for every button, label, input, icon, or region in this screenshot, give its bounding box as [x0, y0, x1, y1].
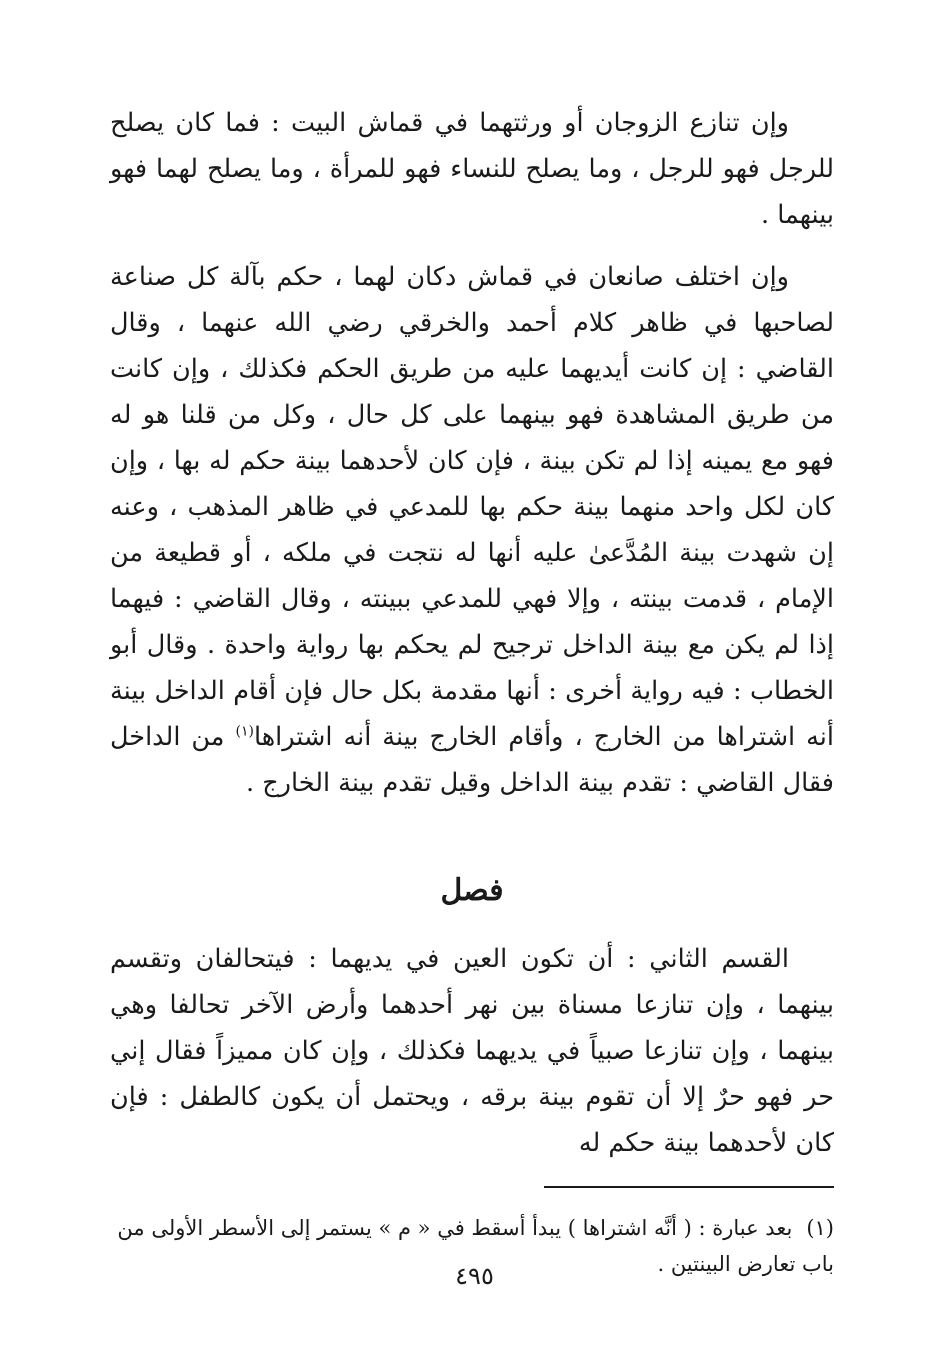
book-page [110, 100, 834, 1370]
paragraph-2-body: وإن اختلف صانعان في قماش دكان لهما ، حكم بآلة كل صناعة لصاحبها في ظاهر كلام أحمد والخرقي رضي الله عنهما ، وقال القاضي : إن كانت أيديهما عليه من طريق الحكم فكذلك ، وإن كانت من طريق المشاهدة فهو بينهما على كل حال ، وكل من قلنا هو له فهو مع يمينه إذا لم تكن بينة ، فإن كان لأحدهما بينة حكم له بها ، وإن كان لكل واحد منهما بينة حكم بها للمدعي في ظاهر المذهب ، وعنه إن شهدت بينة المُدَّعىٰ عليه أنها له نتجت في ملكه ، أو قطيعة من الإمام ، قدمت بينته ، وإلا فهي للمدعي ببينته ، وقال القاضي : فيهما إذا لم يكن مع بينة الداخل ترجيح لم يحكم بها رواية واحدة . وقال أبو الخطاب : فيه رواية أخرى : أنها مقدمة بكل حال فإن أقام الداخل بينة أنه اشتراها من الخارج ، وأقام الخارج بينة أنه اشتراها [110, 262, 834, 752]
page-number: ٤٩٥ [455, 1262, 494, 1290]
footnote-reference: (١) [235, 723, 254, 740]
footnote-number: (١) [806, 1216, 834, 1240]
paragraph-1: وإن تنازع الزوجان أو ورثتهما في قماش البيت : فما كان يصلح للرجل فهو للرجل ، وما يصلح للنساء فهو للمرأة ، وما يصلح لهما فهو بينهما . [110, 108, 834, 230]
footnote-text: بعد عبارة : ( أنَّه اشتراها ) يبدأ أسقط في « م » يستمر إلى الأسطر الأولى من باب تعارض البينتين . [117, 1216, 834, 1276]
section-heading: فصل [440, 873, 504, 908]
paragraph-3: القسم الثاني : أن تكون العين في يديهما : فيتحالفان وتقسم بينهما ، وإن تنازعا مسناة بين نهر أحدهما وأرض الآخر تحالفا وهي بينهما ، وإن تنازعا صبياً في يديهما فكذلك ، وإن كان مميزاً فقال إني حر فهو حرٌ إلا أن تقوم بينة برقه ، ويحتمل أن يكون كالطفل : فإن كان لأحدهما بينة حكم له [110, 944, 834, 1158]
footnote-divider [544, 1186, 834, 1188]
paragraph-2 [110, 254, 834, 806]
paragraph-2-tail: من الداخل فقال القاضي : تقدم بينة الداخل وقيل تقدم بينة الخارج . [110, 722, 834, 798]
